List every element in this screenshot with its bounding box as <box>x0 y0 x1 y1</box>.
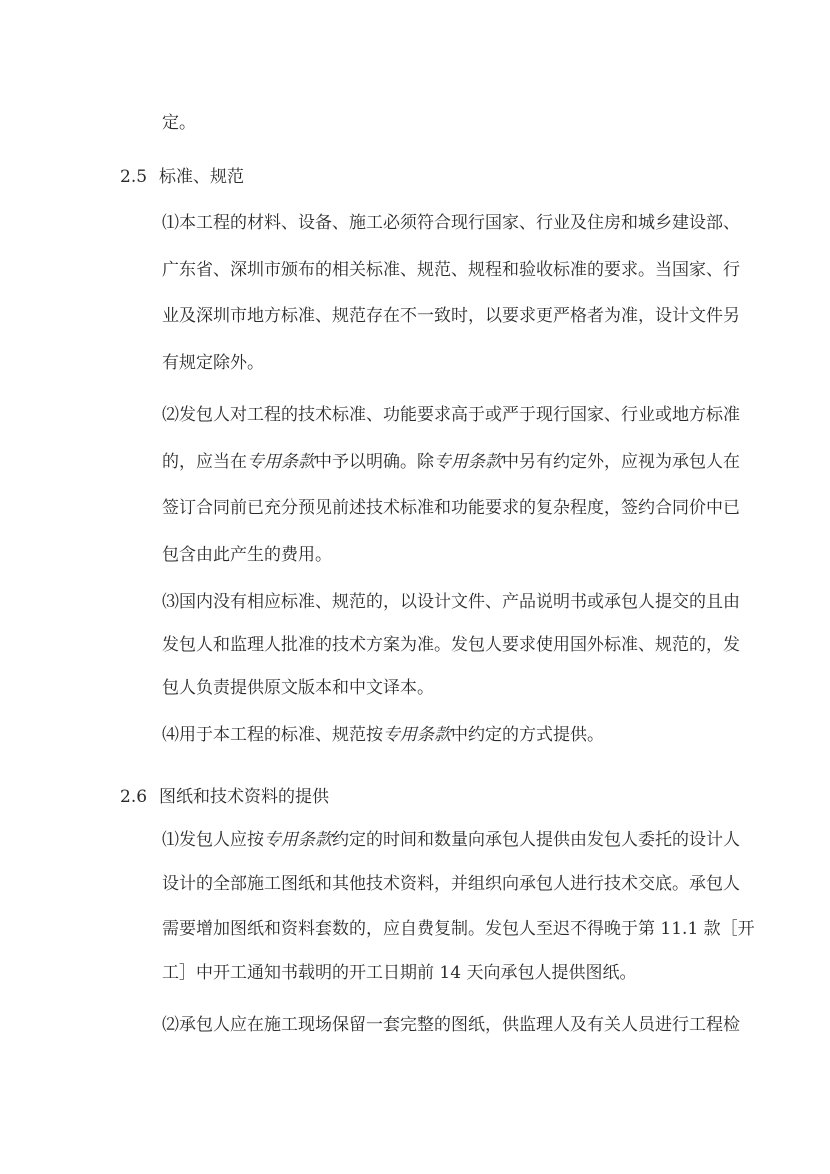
text-run: 定。 <box>162 113 196 133</box>
text-run: 包人负责提供原文版本和中文译本。 <box>162 678 434 698</box>
text-run: 设计的全部施工图纸和其他技术资料，并组织向承包人进行技术交底。承包人 <box>162 874 740 895</box>
text-run: 工］中开工通知书载明的开工日期前 14 天向承包人提供图纸。 <box>162 962 637 983</box>
text-run: 中另有约定外，应视为承包人在 <box>502 451 740 472</box>
text-run: 包含由此产生的费用。 <box>162 545 332 566</box>
section-number: 2.5 <box>120 167 148 187</box>
text-run: 发包人和监理人批准的技术方案为准。发包人要求使用国外标准、规范的，发 <box>162 635 740 655</box>
text-run: ⑵承包人应在施工现场保留一套完整的图纸，供监理人及有关人员进行工程检 <box>162 1015 740 1035</box>
text-run: 业及深圳市地方标准、规范存在不一致时，以要求更严格者为准，设计文件另 <box>162 306 740 327</box>
text-run: ⑵发包人对工程的技术标准、功能要求高于或严于现行国家、行业或地方标准 <box>162 405 740 425</box>
text-run: 中约定的方式提供。 <box>451 725 604 745</box>
section-title: 图纸和技术资料的提供 <box>159 787 330 807</box>
emphasized-term: 专用条款 <box>434 451 502 472</box>
text-run: 中予以明确。除 <box>315 451 434 472</box>
text-run: ⑴发包人应按 <box>162 830 264 850</box>
emphasized-term: 专用条款 <box>247 451 315 472</box>
emphasized-term: 专用条款 <box>264 830 332 850</box>
text-run: 有规定除外。 <box>162 353 264 374</box>
text-run: ⑶国内没有相应标准、规范的，以设计文件、产品说明书或承包人提交的且由 <box>162 592 740 612</box>
text-run: ⑴本工程的材料、设备、施工必须符合现行国家、行业及住房和城乡建设部、 <box>162 213 740 233</box>
text-run: 广东省、深圳市颁布的相关标准、规范、规程和验收标准的要求。当国家、行 <box>162 259 740 280</box>
emphasized-term: 专用条款 <box>383 725 451 745</box>
section-number: 2.6 <box>120 787 148 807</box>
text-run: ⑷用于本工程的标准、规范按 <box>162 725 383 745</box>
text-run: 的，应当在 <box>162 451 247 472</box>
text-run: 约定的时间和数量向承包人提供由发包人委托的设计人 <box>332 830 740 850</box>
text-run: 签订合同前已充分预见前述技术标准和功能要求的复杂程度，签约合同价中已 <box>162 498 740 519</box>
section-title: 标准、规范 <box>159 167 245 187</box>
text-run: 需要增加图纸和资料套数的，应自费复制。发包人至迟不得晚于第 11.1 款［开 <box>162 918 755 939</box>
